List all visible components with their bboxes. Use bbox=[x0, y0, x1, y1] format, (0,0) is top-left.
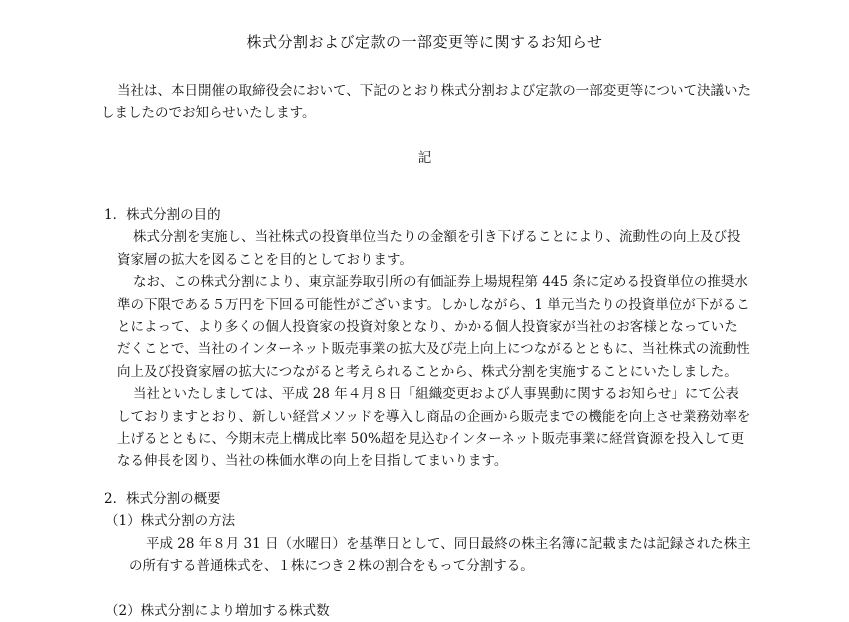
document-title: 株式分割および定款の一部変更等に関するお知らせ bbox=[246, 33, 603, 51]
section-heading: 1．株式分割の目的 bbox=[104, 207, 221, 223]
ki-marker: 記 bbox=[417, 150, 432, 166]
paragraph: なお、この株式分割により、東京証券取引所の有価証券上場規程第 445 条に定める投資単位の推奨水準の下限である５万円を下回る可能性がございます。しかしながら、1 単元当たりの投資単位が下がることによって、より多くの個人投資家の投資対象となり、かかる個人投資家が当社のお客様となっていただくことで、当社のインターネット販売事業の拡大及び売上向上につながるとともに、当社株式の流動性向上及び投資家層の拡大につながると考えられることから、株式分割を実施することにいたしました。 bbox=[117, 274, 750, 380]
section-overview bbox=[101, 488, 751, 622]
subsection-heading: （2）株式分割により増加する株式数 bbox=[105, 602, 330, 619]
section-heading: 2．株式分割の概要 bbox=[104, 491, 221, 507]
paragraph: 当社といたしましては、平成 28 年４月８日「組織変更および人事異動に関するお知らせ」にて公表しておりますとおり、新しい経営メソッドを導入し商品の企画から販売までの機能を向上させ業務効率を上げるとともに、今期末売上構成比率 50%超を見込むインターネット販売事業に経営資源を投入して更なる伸長を図り、当社の株価水準の向上を目指してまいります。 bbox=[117, 386, 751, 470]
paragraph: 平成 28 年８月 31 日（水曜日）を基準日として、同日最終の株主名簿に記載または記録された株主の所有する普通株式を、１株につき２株の割合をもって分割する。 bbox=[129, 535, 751, 575]
paragraph: 株式分割を実施し、当社株式の投資単位当たりの金額を引き下げることにより、流動性の向上及び投資家層の拡大を図ることを目的としております。 bbox=[117, 229, 741, 268]
intro-paragraph: 当社は、本日開催の取締役会において、下記のとおり株式分割および定款の一部変更等について決議いたしましたのでお知らせいたします。 bbox=[101, 83, 751, 121]
section-purpose bbox=[101, 204, 751, 473]
subsection-heading: （1）株式分割の方法 bbox=[105, 513, 236, 530]
